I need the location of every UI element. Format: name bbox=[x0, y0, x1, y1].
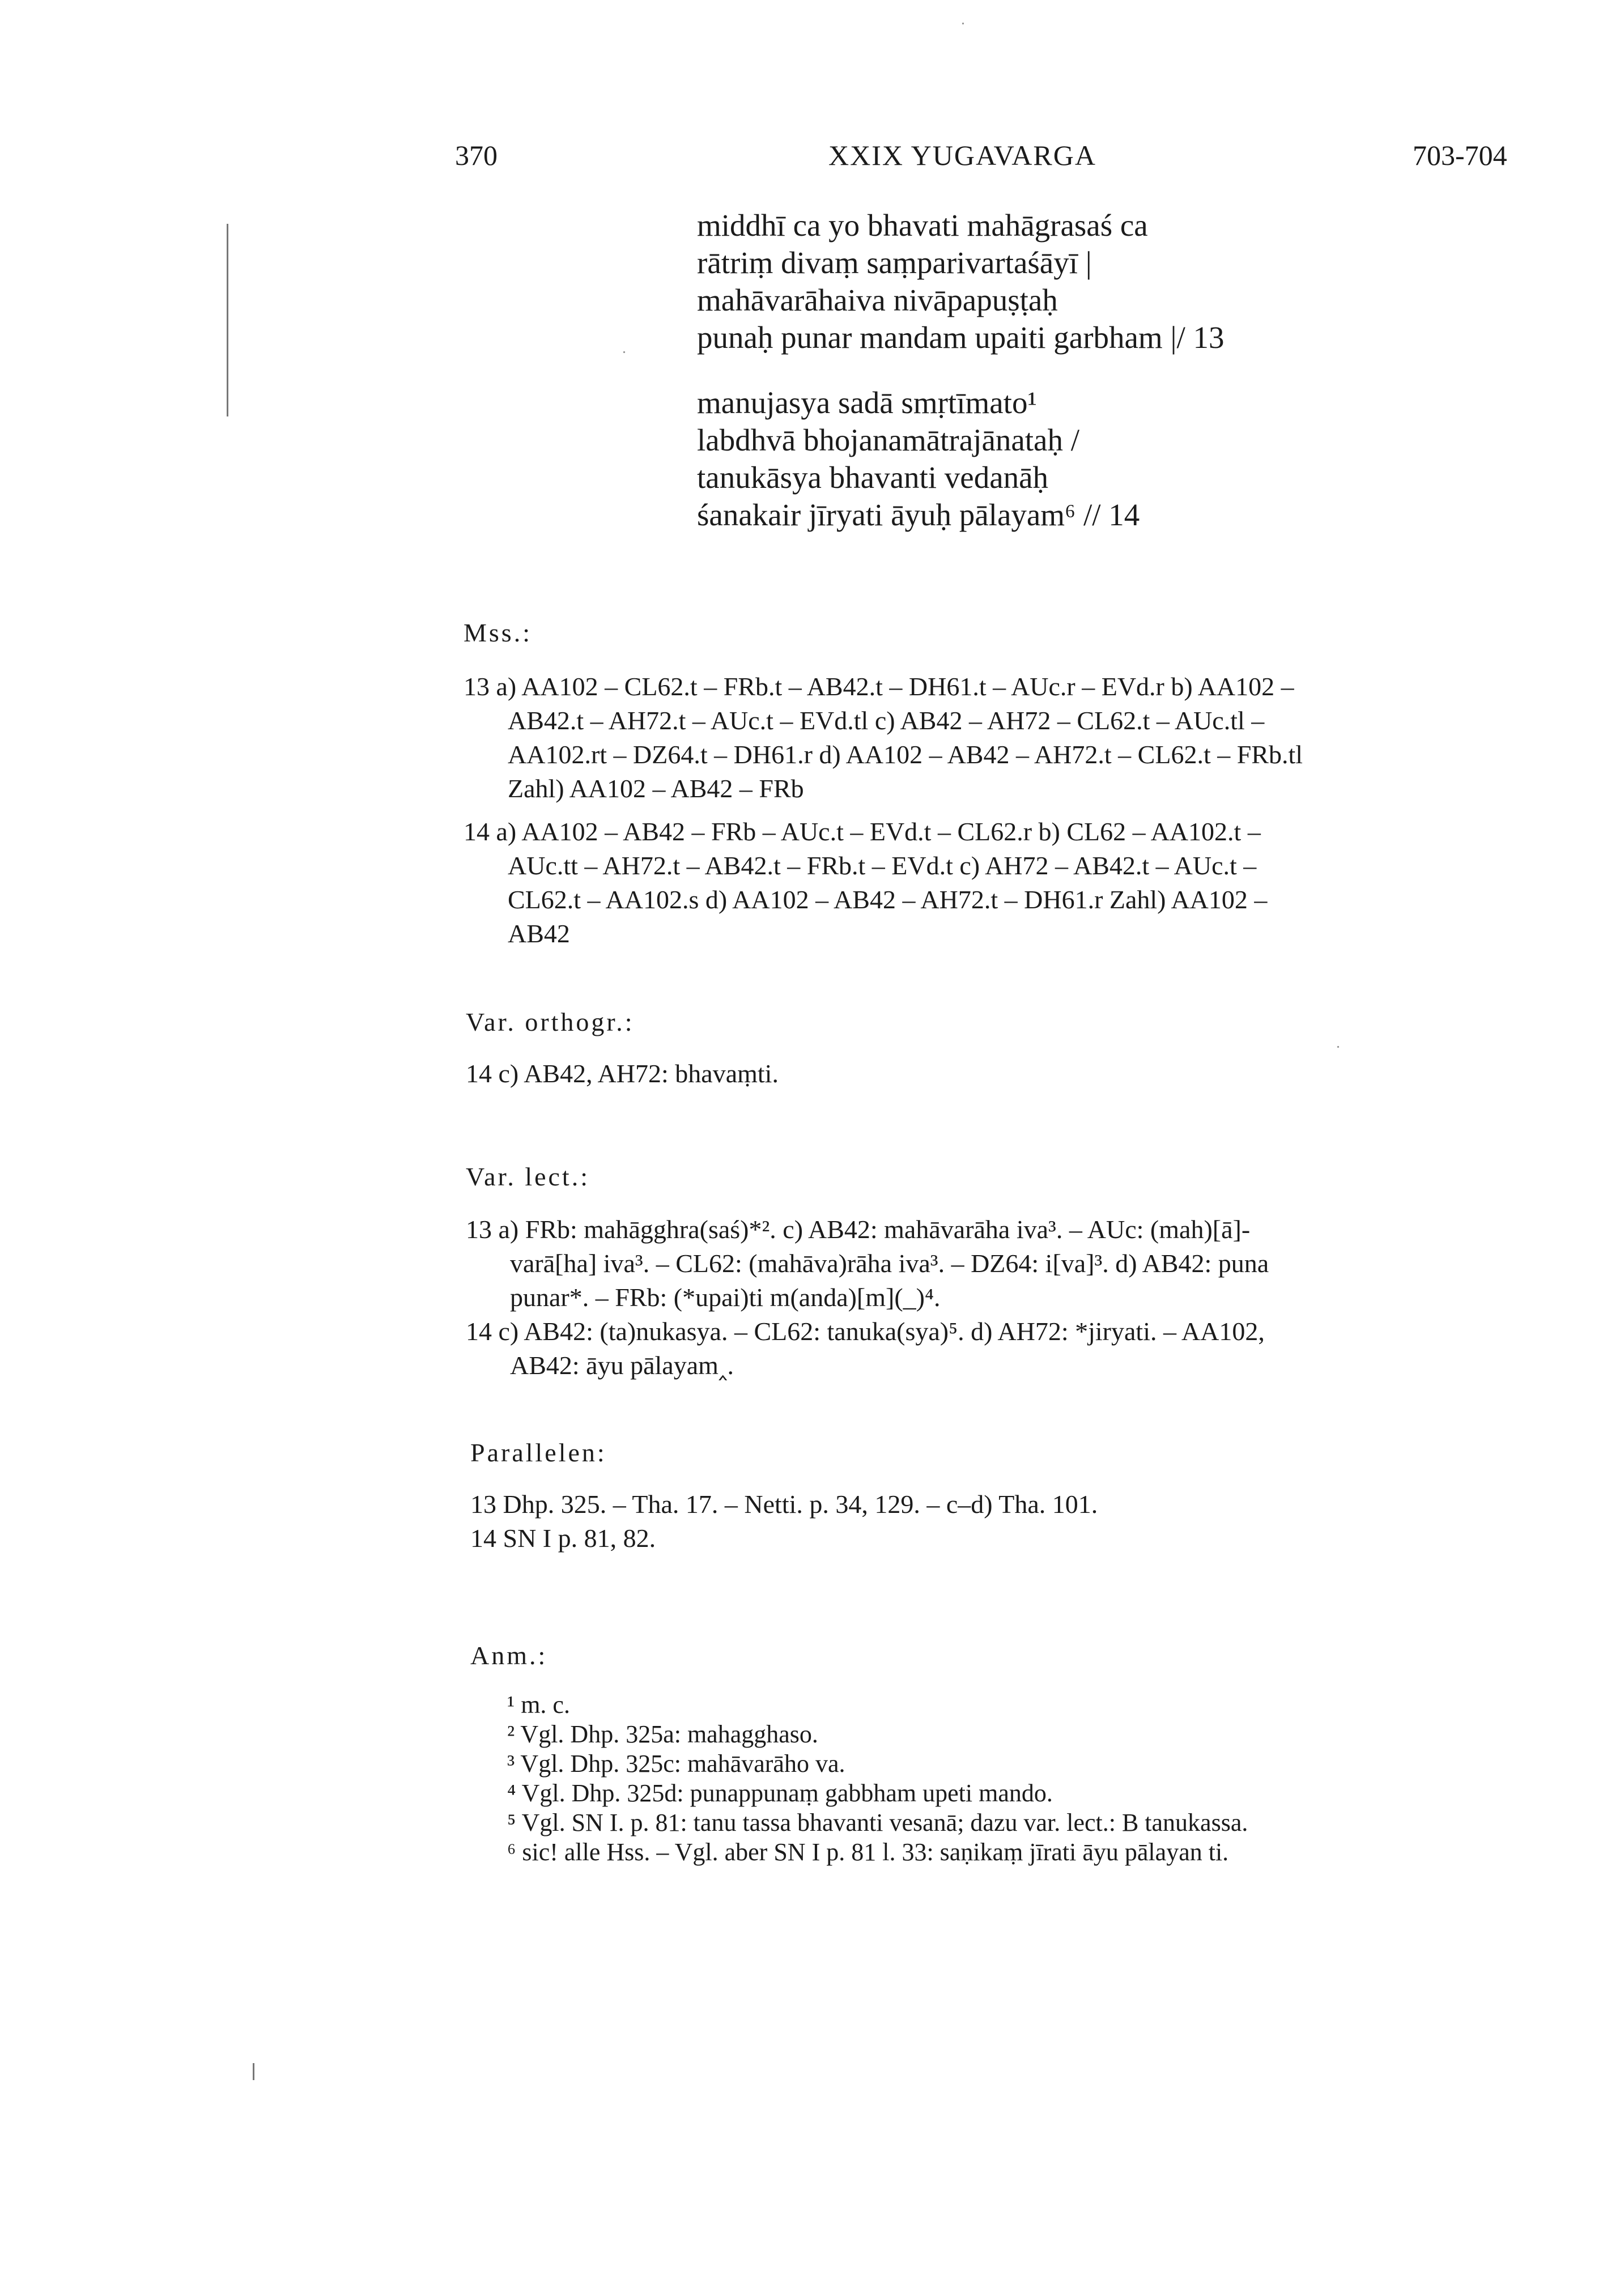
mss-line: AUc.tt – AH72.t – AB42.t – FRb.t – EVd.t c) AH72 – AB42.t – AUc.t – bbox=[508, 851, 1257, 880]
scan-speck bbox=[962, 23, 964, 24]
lect-line: 14 c) AB42: (ta)nukasya. – CL62: tanuka(sya)⁵. d) AH72: *jiryati. – AA102, bbox=[466, 1317, 1265, 1346]
parallelen-line: 14 SN I p. 81, 82. bbox=[470, 1524, 656, 1553]
page-number: 370 bbox=[455, 139, 498, 171]
mss-line: 13 a) AA102 – CL62.t – FRb.t – AB42.t – DH61.t – AUc.r – EVd.r b) AA102 – bbox=[464, 672, 1294, 701]
footnote-number: ² bbox=[507, 1720, 515, 1748]
footnote-number: ³ bbox=[507, 1750, 515, 1778]
mss-heading: Mss.: bbox=[464, 618, 532, 647]
scan-speck bbox=[623, 351, 625, 353]
lect-heading: Var. lect.: bbox=[466, 1162, 590, 1191]
verse-range: 703-704 bbox=[1413, 139, 1507, 171]
lect-line: varā[ha] iva³. – CL62: (mahāva)rāha iva³. – DZ64: i[va]³. d) AB42: puna bbox=[510, 1249, 1269, 1278]
verse-line: punaḥ punar mandam upaiti garbham |/ 13 bbox=[697, 320, 1225, 355]
mss-line: AB42 bbox=[508, 919, 570, 948]
verse-line: mahāvarāhaiva nivāpapuṣṭaḥ bbox=[697, 283, 1058, 317]
footnote bbox=[507, 1838, 1248, 1867]
verse-line: tanukāsya bhavanti vedanāḥ bbox=[697, 460, 1049, 495]
footnote-text: Vgl. Dhp. 325c: mahāvarāho va. bbox=[520, 1750, 845, 1778]
orthogr-block bbox=[466, 1057, 779, 1091]
margin-line bbox=[227, 224, 228, 416]
footnote-number: ⁶ bbox=[507, 1838, 516, 1866]
verse-line: rātriṃ divaṃ saṃparivartaśāyī | bbox=[697, 245, 1092, 280]
footnote-number: ⁵ bbox=[507, 1809, 516, 1836]
footnote bbox=[507, 1808, 1248, 1838]
mss-line: CL62.t – AA102.s d) AA102 – AB42 – AH72.t – DH61.r Zahl) AA102 – bbox=[508, 885, 1268, 914]
parallelen-heading: Parallelen: bbox=[470, 1438, 607, 1467]
parallelen-block bbox=[470, 1487, 1098, 1555]
verse-line: manujasya sadā smṛtīmato¹ bbox=[697, 385, 1037, 420]
orthogr-line: 14 c) AB42, AH72: bhavaṃti. bbox=[466, 1059, 779, 1088]
footnote-text: Vgl. SN I. p. 81: tanu tassa bhavanti vesanā; dazu var. lect.: B tanukassa. bbox=[521, 1809, 1248, 1836]
footnote bbox=[507, 1749, 1248, 1779]
mss-line: Zahl) AA102 – AB42 – FRb bbox=[508, 774, 804, 803]
parallelen-line: 13 Dhp. 325. – Tha. 17. – Netti. p. 34, 129. – c–d) Tha. 101. bbox=[470, 1490, 1098, 1519]
lect-line: AB42: āyu pālayam‸. bbox=[510, 1351, 734, 1380]
mss-line: AB42.t – AH72.t – AUc.t – EVd.tl c) AB42 – AH72 – CL62.t – AUc.tl – bbox=[508, 706, 1265, 735]
footnote-text: sic! alle Hss. – Vgl. aber SN I p. 81 l. 33: saṇikaṃ jīrati āyu pālayan ti. bbox=[522, 1838, 1229, 1866]
scan-speck bbox=[1337, 1046, 1339, 1048]
mss-block-13 bbox=[464, 670, 1303, 806]
footnote bbox=[507, 1690, 1248, 1720]
anm-notes bbox=[507, 1690, 1248, 1867]
orthogr-heading: Var. orthogr.: bbox=[466, 1007, 635, 1036]
footnote-text: Vgl. Dhp. 325a: mahagghaso. bbox=[520, 1720, 818, 1748]
footnote-text: m. c. bbox=[521, 1691, 570, 1719]
running-title: XXIX YUGAVARGA bbox=[828, 139, 1096, 171]
mss-block-14 bbox=[464, 815, 1267, 951]
footnote-number: ⁴ bbox=[507, 1779, 516, 1807]
footnote bbox=[507, 1720, 1248, 1749]
lect-block bbox=[466, 1213, 1269, 1383]
lect-line: 13 a) FRb: mahāgghra(saś)*². c) AB42: mahāvarāha iva³. – AUc: (mah)[ā]- bbox=[466, 1215, 1251, 1244]
verse-line: labdhvā bhojanamātrajānataḥ / bbox=[697, 423, 1079, 457]
footnote bbox=[507, 1779, 1248, 1808]
verse-line: śanakair jīryati āyuḥ pālayam⁶ // 14 bbox=[697, 498, 1140, 532]
verse-line: middhī ca yo bhavati mahāgrasaś ca bbox=[697, 208, 1148, 243]
anm-heading: Anm.: bbox=[470, 1641, 548, 1670]
margin-mark bbox=[253, 2063, 254, 2080]
verse-14 bbox=[697, 384, 1140, 534]
footnote-text: Vgl. Dhp. 325d: punappunaṃ gabbham upeti mando. bbox=[521, 1779, 1053, 1807]
mss-line: 14 a) AA102 – AB42 – FRb – AUc.t – EVd.t – CL62.r b) CL62 – AA102.t – bbox=[464, 817, 1261, 846]
footnote-number: ¹ bbox=[507, 1691, 515, 1719]
mss-line: AA102.rt – DZ64.t – DH61.r d) AA102 – AB42 – AH72.t – CL62.t – FRb.tl bbox=[508, 740, 1303, 769]
verse-13 bbox=[697, 207, 1225, 356]
lect-line: punar*. – FRb: (*upai)ti m(anda)[m](_)⁴. bbox=[510, 1283, 941, 1312]
